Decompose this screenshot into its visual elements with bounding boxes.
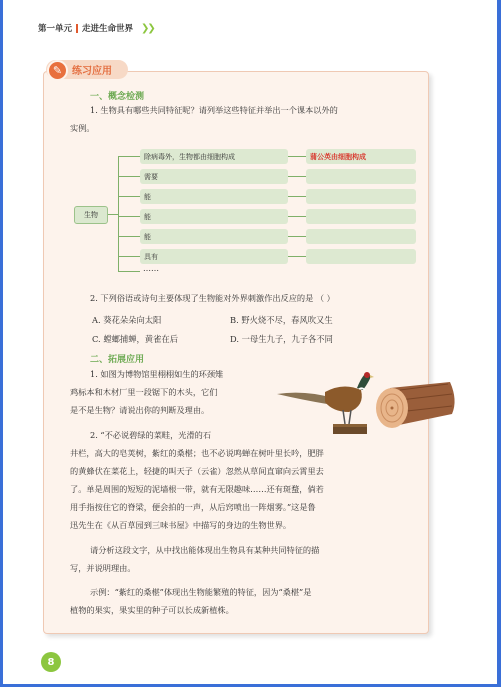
wood-log-image (370, 380, 460, 432)
question-1-line-1: 1. 生物具有哪些共同特征呢？请列举这些特征并举出一个课本以外的 (90, 105, 338, 115)
section-title-concept: 一、概念检测 (90, 92, 145, 102)
tree-branch (118, 156, 140, 157)
pheasant-specimen-image (275, 366, 375, 438)
tree-branch (118, 236, 140, 237)
analysis-prompt-line-2: 写，并说明理由。 (70, 563, 136, 573)
tree-ellipsis: …… (143, 264, 159, 273)
tree-item-4: 能 (140, 209, 288, 224)
unit-label: 第一单元 (38, 24, 73, 34)
pencil-icon: ✎ (47, 60, 68, 81)
running-header (38, 22, 154, 34)
extension-q2-line-6: 迅先生在《从百草园到三味书屋》中描写的身边的生物世界。 (70, 520, 292, 530)
extension-q2-line-5: 用手指按住它的脊梁，便会拍的一声，从后窍喷出一阵烟雾。”这是鲁 (70, 502, 316, 512)
badge-label: 练习应用 (72, 66, 112, 77)
header-divider (76, 24, 78, 33)
tree-branch (118, 271, 140, 272)
question-1-line-2: 实例。 (70, 123, 95, 133)
section-title-extension: 二、拓展应用 (90, 355, 145, 365)
tree-example-3 (306, 189, 416, 204)
tree-item-1: 除病毒外，生物都由细胞构成 (140, 149, 288, 164)
tree-branch (118, 196, 140, 197)
option-b: B. 野火烧不尽，春风吹又生 (230, 315, 333, 325)
tree-branch (118, 216, 140, 217)
tree-link (288, 196, 306, 197)
extension-q2-line-1: 2. “不必说碧绿的菜畦，光滑的石 (90, 430, 212, 440)
example-answer-line-1: 示例：“紫红的桑椹”体现出生物能繁殖的特征，因为“桑椹”是 (90, 587, 312, 597)
tree-link (288, 216, 306, 217)
tree-link (288, 256, 306, 257)
tree-root-organism: 生物 (74, 206, 108, 224)
page-frame-right (497, 0, 501, 687)
tree-item-3: 能 (140, 189, 288, 204)
option-c: C. 螳螂捕蝉，黄雀在后 (92, 334, 178, 344)
tree-item-5: 能 (140, 229, 288, 244)
tree-branch (118, 176, 140, 177)
tree-link (288, 176, 306, 177)
question-2-stem: 2. 下列俗语或诗句主要体现了生物能对外界刺激作出反应的是 （ ） (90, 293, 335, 303)
tree-example-6 (306, 249, 416, 264)
example-answer-line-2: 植物的果实，果实里的种子可以长成新植株。 (70, 605, 234, 615)
tree-trunk (118, 156, 119, 271)
analysis-prompt-line-1: 请分析这段文字，从中找出能体现出生物具有某种共同特征的描 (90, 545, 320, 555)
tree-link (288, 156, 306, 157)
extension-q2-line-3: 的黄蜂伏在菜花上，轻捷的叫天子（云雀）忽然从草间直窜向云霄里去 (70, 466, 324, 476)
tree-link (288, 236, 306, 237)
page-number: 8 (41, 652, 61, 672)
tree-connector (108, 214, 118, 215)
tree-item-2: 需要 (140, 169, 288, 184)
option-a: A. 葵花朵朵向太阳 (92, 315, 162, 325)
tree-example-2 (306, 169, 416, 184)
tree-example-5 (306, 229, 416, 244)
extension-q2-line-4: 了。单是周围的短短的泥墙根一带，就有无限趣味……还有斑蝥，倘若 (70, 484, 324, 494)
option-d: D. 一母生九子，九子各不同 (230, 334, 333, 344)
tree-example-1: 蒲公英由细胞构成 (306, 149, 416, 164)
extension-q1-line-3: 是不是生物？请说出你的判断及理由。 (70, 405, 210, 415)
tree-branch (118, 256, 140, 257)
unit-title: 走进生命世界 (82, 24, 134, 34)
double-chevron-icon: ❯❯ (141, 22, 154, 34)
tree-item-6: 具有 (140, 249, 288, 264)
page-frame-left (0, 0, 3, 687)
tree-example-4 (306, 209, 416, 224)
extension-q1-line-1: 1. 如图为博物馆里栩栩如生的环颈雉 (90, 369, 224, 379)
extension-q1-line-2: 鸡标本和木材厂里一段锯下的木头，它们 (70, 387, 218, 397)
extension-q2-line-2: 井栏，高大的皂荚树，紫红的桑椹；也不必说鸣蝉在树叶里长吟，肥胖 (70, 448, 324, 458)
